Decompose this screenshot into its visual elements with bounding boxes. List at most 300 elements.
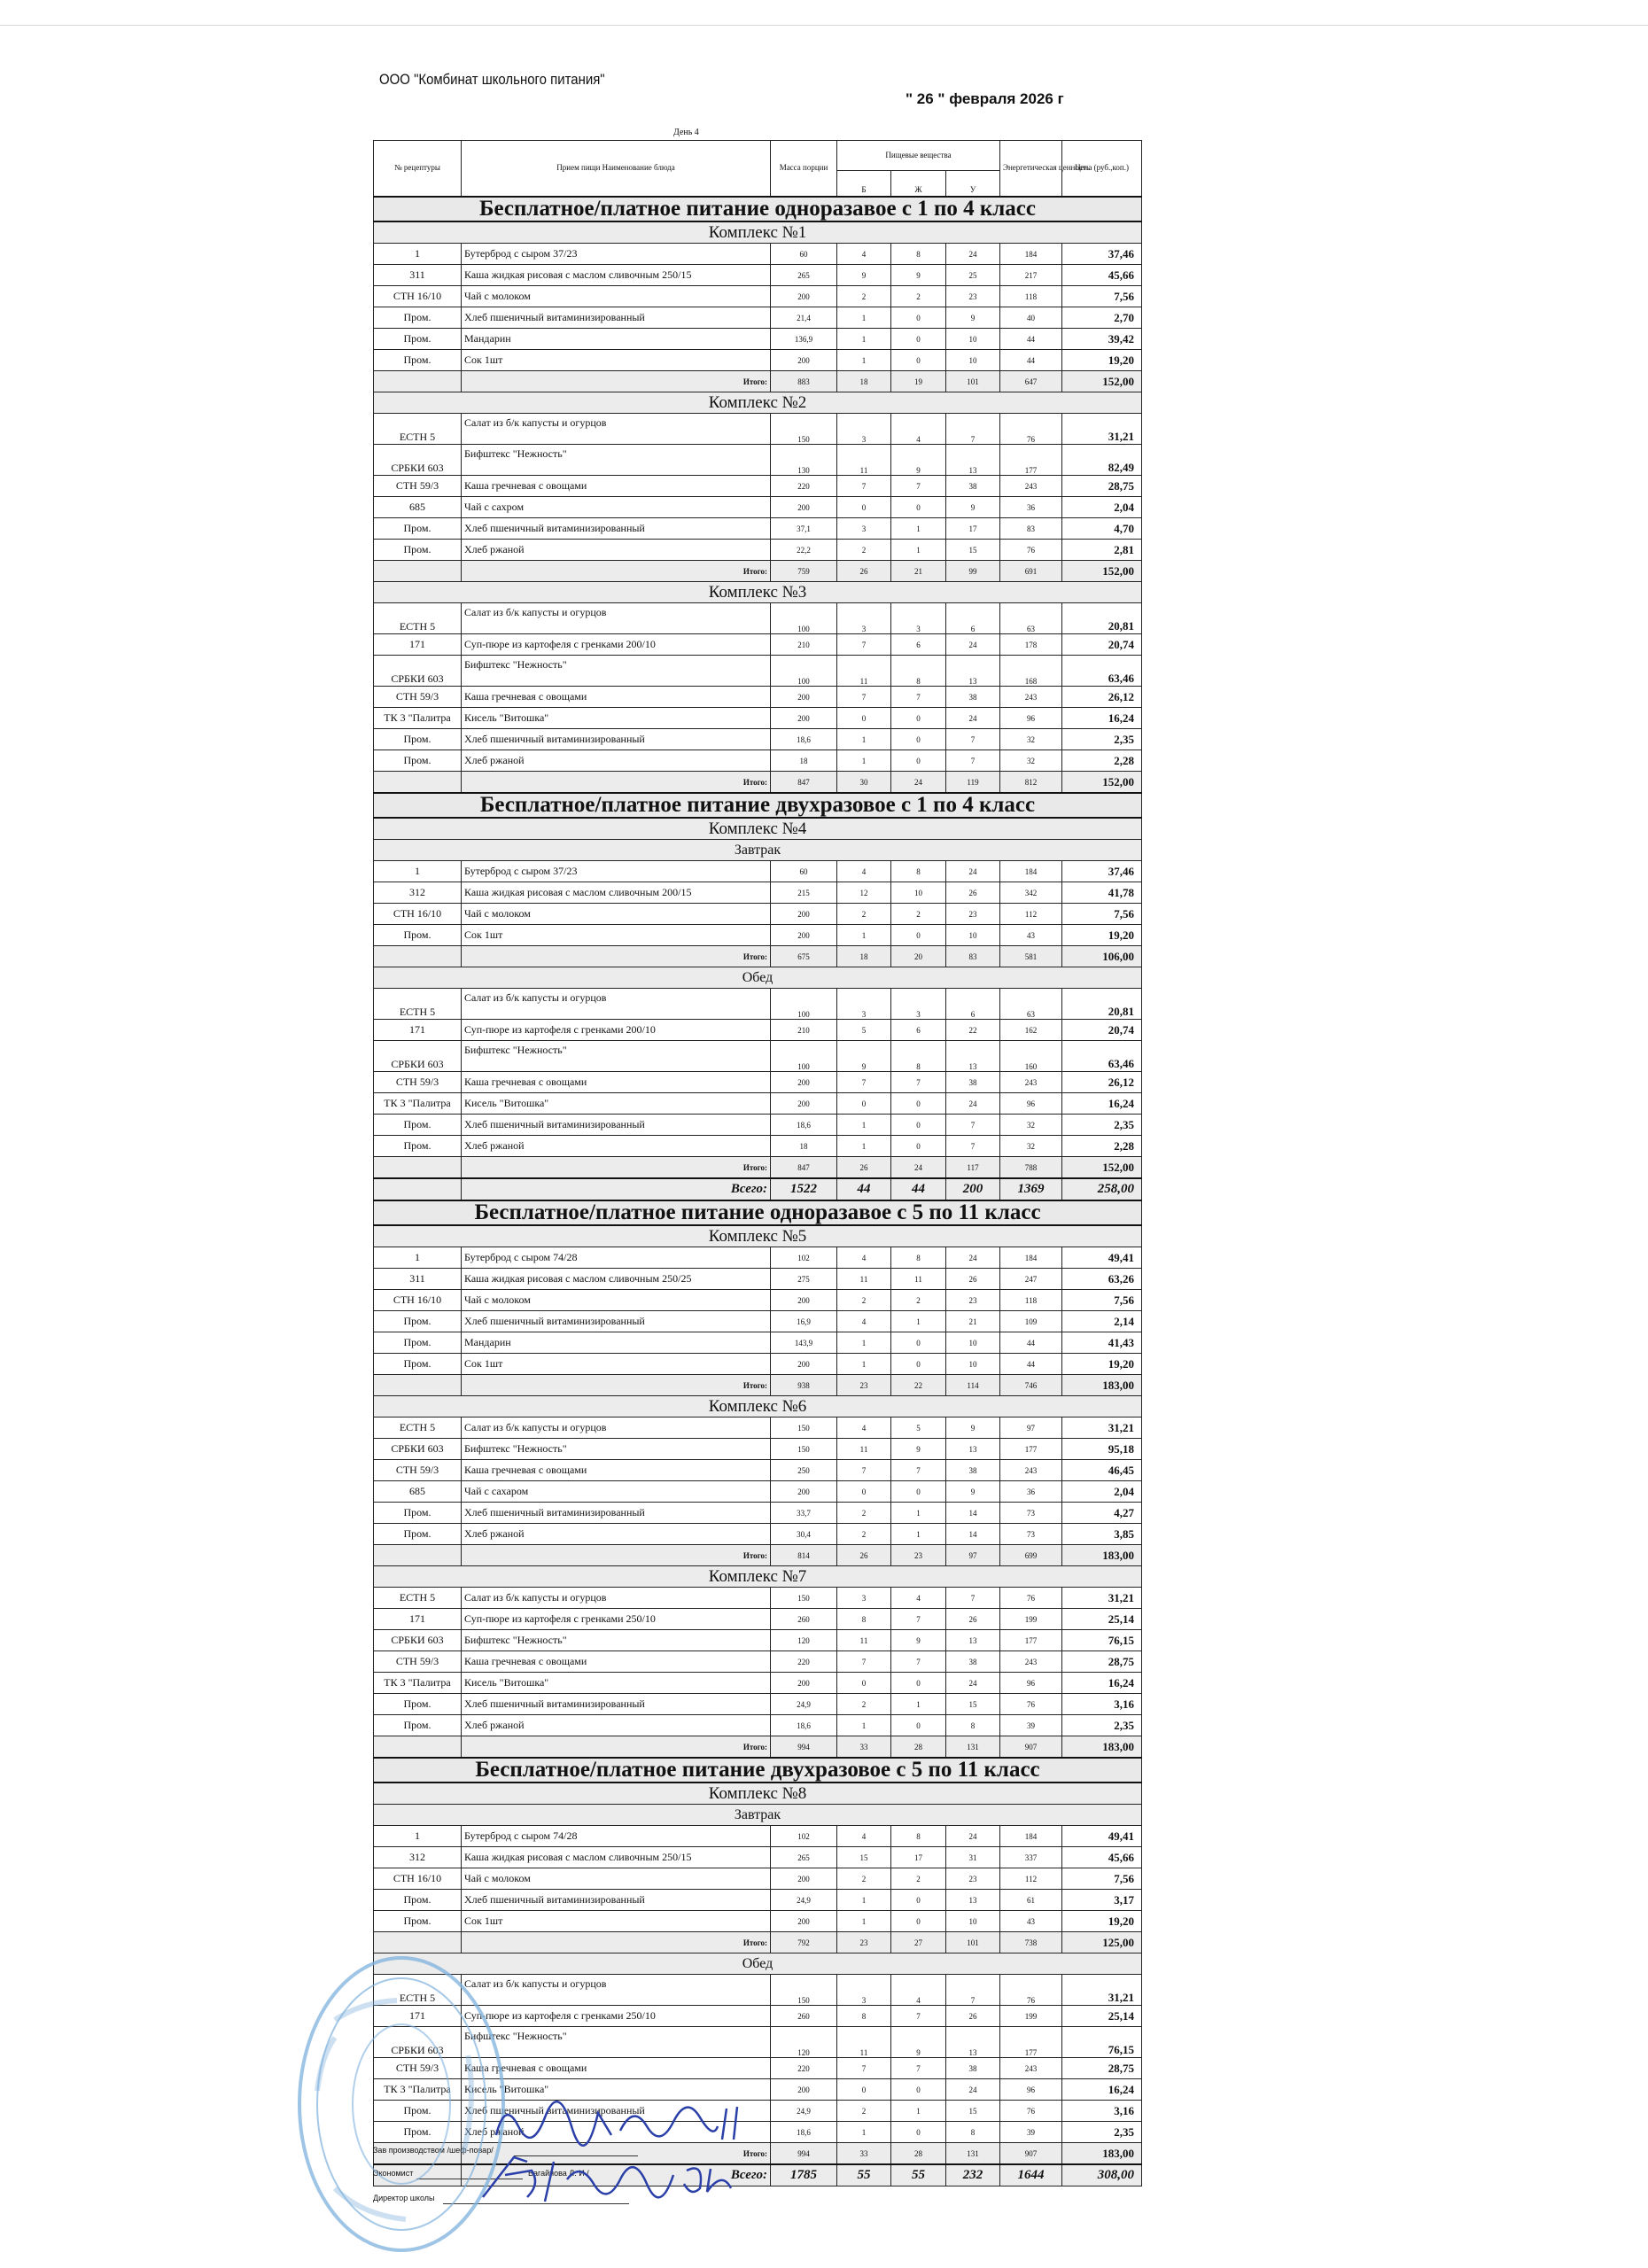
grand-total-row-zh: 44: [891, 1178, 946, 1200]
dish-name: Хлеб ржаной: [462, 1136, 771, 1157]
protein: 2: [837, 1503, 891, 1524]
menu-item-row: [374, 1093, 1142, 1115]
mass: 22,2: [771, 540, 837, 561]
protein: 1: [837, 329, 891, 350]
menu-item-row: [374, 1630, 1142, 1651]
protein: 2: [837, 1694, 891, 1715]
fat: 1: [891, 1524, 946, 1545]
dish-name: Бифштекс "Нежность": [462, 2027, 771, 2058]
recipe-code: 171: [374, 1020, 462, 1041]
dish-name: Бифштекс "Нежность": [462, 656, 771, 687]
protein: 8: [837, 2006, 891, 2027]
menu-item-row: [374, 244, 1142, 265]
recipe-code: ЕСТН 5: [374, 1418, 462, 1439]
menu-item-row: [374, 350, 1142, 371]
grand-total-row-mass: 1522: [771, 1178, 837, 1200]
energy: 243: [1000, 2058, 1062, 2079]
fat: 6: [891, 634, 946, 656]
subtotal-row-zh: 24: [891, 1157, 946, 1179]
grand-total-row-energy: 1369: [1000, 1178, 1062, 1200]
fat: 1: [891, 540, 946, 561]
fat: 17: [891, 1847, 946, 1868]
price: 25,14: [1062, 1609, 1142, 1630]
subtotal-row-price: 183,00: [1062, 1545, 1142, 1566]
energy: 32: [1000, 1115, 1062, 1136]
dish-name: Хлеб пшеничный витаминизированный: [462, 307, 771, 329]
carbs: 26: [946, 882, 1000, 904]
menu-item-row: [374, 1247, 1142, 1269]
protein: 7: [837, 1460, 891, 1481]
carbs: 24: [946, 1673, 1000, 1694]
carbs: 24: [946, 1826, 1000, 1847]
carbs: 24: [946, 634, 1000, 656]
mass: 210: [771, 1020, 837, 1041]
carbs: 7: [946, 1588, 1000, 1609]
recipe-code: ЕСТН 5: [374, 1975, 462, 2006]
recipe-code: 312: [374, 1847, 462, 1868]
mass: 275: [771, 1269, 837, 1290]
dish-name: Хлеб пшеничный витаминизированный: [462, 2101, 771, 2122]
fat: 0: [891, 1715, 946, 1736]
protein: 0: [837, 2079, 891, 2101]
mass: 100: [771, 1041, 837, 1072]
price: 46,45: [1062, 1460, 1142, 1481]
menu-item-row: [374, 497, 1142, 518]
menu-date: " 26 " февраля 2026 г: [906, 90, 1064, 107]
menu-item-row: [374, 750, 1142, 772]
meal-title-text: Обед: [374, 1953, 1142, 1975]
subtotal-row-blank: [374, 946, 462, 967]
price: 7,56: [1062, 1868, 1142, 1890]
mass: 200: [771, 1868, 837, 1890]
recipe-code: Пром.: [374, 1890, 462, 1911]
recipe-code: СТН 59/3: [374, 1072, 462, 1093]
recipe-code: ЕСТН 5: [374, 989, 462, 1020]
menu-item-row: [374, 1136, 1142, 1157]
subtotal-row-label: Итого:: [462, 1375, 771, 1396]
mass: 18,6: [771, 729, 837, 750]
fat: 2: [891, 1290, 946, 1311]
dish-name: Хлеб пшеничный витаминизированный: [462, 518, 771, 540]
subtotal-row-u: 119: [946, 772, 1000, 794]
subtotal-row-price: 125,00: [1062, 1932, 1142, 1953]
price: 16,24: [1062, 1673, 1142, 1694]
protein: 11: [837, 445, 891, 476]
mass: 150: [771, 1588, 837, 1609]
energy: 63: [1000, 603, 1062, 634]
recipe-code: ТК 3 "Палитра: [374, 2079, 462, 2101]
recipe-code: ЕСТН 5: [374, 603, 462, 634]
dish-name: Сок 1шт: [462, 350, 771, 371]
price: 26,12: [1062, 687, 1142, 708]
subtotal-row-u: 101: [946, 1932, 1000, 1953]
energy: 184: [1000, 1247, 1062, 1269]
recipe-code: Пром.: [374, 729, 462, 750]
recipe-code: 311: [374, 1269, 462, 1290]
energy: 243: [1000, 1072, 1062, 1093]
subtotal-row-blank: [374, 772, 462, 794]
subtotal-row-u: 131: [946, 1736, 1000, 1759]
protein: 1: [837, 307, 891, 329]
protein: 5: [837, 1020, 891, 1041]
menu-item-row: [374, 882, 1142, 904]
energy: 243: [1000, 1460, 1062, 1481]
fat: 7: [891, 687, 946, 708]
subtotal-row-energy: 581: [1000, 946, 1062, 967]
energy: 247: [1000, 1269, 1062, 1290]
mass: 100: [771, 989, 837, 1020]
energy: 118: [1000, 1290, 1062, 1311]
dish-name: Каша гречневая с овощами: [462, 1651, 771, 1673]
price: 2,35: [1062, 1715, 1142, 1736]
mass: 260: [771, 2006, 837, 2027]
fat: 0: [891, 307, 946, 329]
carbs: 8: [946, 2122, 1000, 2143]
economist-name: Вагайнова Л. И /: [528, 2169, 589, 2178]
energy: 160: [1000, 1041, 1062, 1072]
school-stamp: [282, 1949, 503, 2259]
mass: 200: [771, 904, 837, 925]
recipe-code: Пром.: [374, 518, 462, 540]
menu-item-row: [374, 1673, 1142, 1694]
fat: 0: [891, 1354, 946, 1375]
fat: 2: [891, 1868, 946, 1890]
menu-item-row: [374, 1332, 1142, 1354]
carbs: 38: [946, 687, 1000, 708]
menu-item-row: [374, 1072, 1142, 1093]
menu-item-row: [374, 1651, 1142, 1673]
energy: 337: [1000, 1847, 1062, 1868]
subtotal-row-zh: 23: [891, 1545, 946, 1566]
dish-name: Каша гречневая с овощами: [462, 1460, 771, 1481]
price: 28,75: [1062, 2058, 1142, 2079]
energy: 217: [1000, 265, 1062, 286]
subtotal-row-u: 99: [946, 561, 1000, 582]
dish-name: Хлеб пшеничный витаминизированный: [462, 1890, 771, 1911]
mass: 200: [771, 925, 837, 946]
recipe-code: СТН 59/3: [374, 2058, 462, 2079]
price: 26,12: [1062, 1072, 1142, 1093]
menu-item-row: [374, 603, 1142, 634]
recipe-code: 1: [374, 861, 462, 882]
recipe-code: СРБКИ 603: [374, 1439, 462, 1460]
price: 41,78: [1062, 882, 1142, 904]
recipe-code: ТК 3 "Палитра: [374, 708, 462, 729]
protein: 1: [837, 729, 891, 750]
dish-name: Хлеб пшеничный витаминизированный: [462, 729, 771, 750]
energy: 73: [1000, 1524, 1062, 1545]
complex-title-text: Комплекс №2: [374, 392, 1142, 414]
recipe-code: СТН 59/3: [374, 1460, 462, 1481]
economist-signature-label: Экономист: [373, 2169, 414, 2178]
protein: 2: [837, 2101, 891, 2122]
menu-item-row: [374, 1311, 1142, 1332]
subtotal-row-u: 117: [946, 1157, 1000, 1179]
subtotal-row-label: Итого:: [462, 1932, 771, 1953]
complex-title: [374, 818, 1142, 840]
subtotal-row-label: Итого:: [462, 1157, 771, 1179]
subtotal-row-price: 106,00: [1062, 946, 1142, 967]
protein: 4: [837, 861, 891, 882]
grand-total-row-u: 232: [946, 2164, 1000, 2186]
carbs: 24: [946, 1247, 1000, 1269]
fat: 9: [891, 445, 946, 476]
price: 4,27: [1062, 1503, 1142, 1524]
mass: 21,4: [771, 307, 837, 329]
subtotal-row-energy: 812: [1000, 772, 1062, 794]
energy: 83: [1000, 518, 1062, 540]
protein: 12: [837, 882, 891, 904]
complex-title-text: Комплекс №7: [374, 1566, 1142, 1588]
price: 2,04: [1062, 1481, 1142, 1503]
dish-name: Суп-пюре из картофеля с гренками 250/10: [462, 1609, 771, 1630]
fat: 1: [891, 2101, 946, 2122]
mass: 30,4: [771, 1524, 837, 1545]
protein: 0: [837, 1481, 891, 1503]
menu-item-row: [374, 1868, 1142, 1890]
carbs: 9: [946, 497, 1000, 518]
dish-name: Суп-пюре из картофеля с гренками 200/10: [462, 634, 771, 656]
dish-name: Мандарин: [462, 1332, 771, 1354]
protein: 3: [837, 1588, 891, 1609]
recipe-code: Пром.: [374, 1115, 462, 1136]
menu-item-row: [374, 904, 1142, 925]
price: 31,21: [1062, 1975, 1142, 2006]
subtotal-row: [374, 371, 1142, 392]
energy: 76: [1000, 2101, 1062, 2122]
recipe-code: 171: [374, 2006, 462, 2027]
subtotal-row-blank: [374, 1736, 462, 1759]
protein: 11: [837, 1269, 891, 1290]
subtotal-row-blank: [374, 561, 462, 582]
meal-title-text: Обед: [374, 967, 1142, 989]
protein: 4: [837, 244, 891, 265]
fat: 0: [891, 2122, 946, 2143]
menu-item-row: [374, 265, 1142, 286]
complex-title-text: Комплекс №8: [374, 1783, 1142, 1805]
menu-item-row: [374, 540, 1142, 561]
carbs: 13: [946, 2027, 1000, 2058]
recipe-code: Пром.: [374, 750, 462, 772]
dish-name: Суп-пюре из картофеля с гренками 250/10: [462, 2006, 771, 2027]
carbs: 38: [946, 1072, 1000, 1093]
menu-item-row: [374, 329, 1142, 350]
dish-name: Хлеб ржаной: [462, 750, 771, 772]
mass: 24,9: [771, 1890, 837, 1911]
subtotal-row-u: 97: [946, 1545, 1000, 1566]
mass: 200: [771, 687, 837, 708]
menu-item-row: [374, 1694, 1142, 1715]
recipe-code: СТН 16/10: [374, 1290, 462, 1311]
recipe-code: Пром.: [374, 1332, 462, 1354]
mass: 18: [771, 1136, 837, 1157]
mass: 150: [771, 1975, 837, 2006]
col-zh: Ж: [891, 171, 946, 197]
menu-item-row: [374, 708, 1142, 729]
protein: 7: [837, 1651, 891, 1673]
dish-name: Чай с сахром: [462, 497, 771, 518]
energy: 243: [1000, 476, 1062, 497]
price: 20,81: [1062, 603, 1142, 634]
fat: 9: [891, 2027, 946, 2058]
fat: 8: [891, 1826, 946, 1847]
col-recipe: № рецептуры: [374, 141, 462, 198]
price: 31,21: [1062, 414, 1142, 445]
dish-name: Каша гречневая с овощами: [462, 687, 771, 708]
subtotal-row-energy: 738: [1000, 1932, 1062, 1953]
price: 7,56: [1062, 286, 1142, 307]
menu-item-row: [374, 1418, 1142, 1439]
fat: 0: [891, 729, 946, 750]
protein: 1: [837, 1354, 891, 1375]
subtotal-row: [374, 1736, 1142, 1759]
price: 63,46: [1062, 1041, 1142, 1072]
price: 2,14: [1062, 1311, 1142, 1332]
dish-name: Каша жидкая рисовая с маслом сливочным 250/15: [462, 1847, 771, 1868]
mass: 210: [771, 634, 837, 656]
handwritten-signatures: [478, 2100, 780, 2224]
fat: 9: [891, 1439, 946, 1460]
protein: 1: [837, 1911, 891, 1932]
subtotal-row-label: Итого:: [462, 371, 771, 392]
subtotal-row-label: Итого:: [462, 946, 771, 967]
energy: 243: [1000, 1651, 1062, 1673]
dish-name: Бутерброд с сыром 37/23: [462, 244, 771, 265]
fat: 0: [891, 1136, 946, 1157]
mass: 200: [771, 708, 837, 729]
recipe-code: 171: [374, 634, 462, 656]
recipe-code: Пром.: [374, 1354, 462, 1375]
recipe-code: Пром.: [374, 1715, 462, 1736]
energy: 177: [1000, 1630, 1062, 1651]
price: 19,20: [1062, 1354, 1142, 1375]
recipe-code: Пром.: [374, 1503, 462, 1524]
subtotal-row-blank: [374, 371, 462, 392]
protein: 7: [837, 687, 891, 708]
carbs: 24: [946, 708, 1000, 729]
price: 4,70: [1062, 518, 1142, 540]
dish-name: Чай с молоком: [462, 286, 771, 307]
menu-day: День 4: [673, 128, 699, 137]
col-nutrients: Пищевые вещества: [837, 141, 1000, 171]
section-title: [374, 793, 1142, 818]
mass: 102: [771, 1247, 837, 1269]
price: 28,75: [1062, 1651, 1142, 1673]
subtotal-row-mass: 814: [771, 1545, 837, 1566]
protein: 3: [837, 518, 891, 540]
energy: 36: [1000, 497, 1062, 518]
subtotal-row-price: 152,00: [1062, 561, 1142, 582]
subtotal-row-b: 18: [837, 371, 891, 392]
energy: 96: [1000, 1093, 1062, 1115]
grand-total-row-label: Всего:: [462, 2164, 771, 2186]
recipe-code: 1: [374, 1826, 462, 1847]
fat: 4: [891, 414, 946, 445]
mass: 200: [771, 1481, 837, 1503]
meal-title: [374, 967, 1142, 989]
mass: 150: [771, 1418, 837, 1439]
mass: 33,7: [771, 1503, 837, 1524]
carbs: 31: [946, 1847, 1000, 1868]
carbs: 38: [946, 1651, 1000, 1673]
dish-name: Салат из б/к капусты и огурцов: [462, 989, 771, 1020]
fat: 1: [891, 1503, 946, 1524]
dish-name: Хлеб пшеничный витаминизированный: [462, 1115, 771, 1136]
mass: 24,9: [771, 1694, 837, 1715]
price: 3,16: [1062, 2101, 1142, 2122]
menu-item-row: [374, 286, 1142, 307]
fat: 5: [891, 1418, 946, 1439]
price: 76,15: [1062, 2027, 1142, 2058]
subtotal-row-price: 152,00: [1062, 371, 1142, 392]
recipe-code: СРБКИ 603: [374, 2027, 462, 2058]
menu-item-row: [374, 445, 1142, 476]
mass: 136,9: [771, 329, 837, 350]
section-title: [374, 1758, 1142, 1783]
energy: 97: [1000, 1418, 1062, 1439]
section-title-text: Бесплатное/платное питание одноразавое с 5 по 11 класс: [374, 1200, 1142, 1225]
mass: 100: [771, 603, 837, 634]
price: 2,28: [1062, 1136, 1142, 1157]
carbs: 13: [946, 445, 1000, 476]
energy: 109: [1000, 1311, 1062, 1332]
carbs: 23: [946, 1290, 1000, 1311]
energy: 44: [1000, 329, 1062, 350]
menu-item-row: [374, 989, 1142, 1020]
menu-item-row: [374, 861, 1142, 882]
dish-name: Хлеб ржаной: [462, 540, 771, 561]
subtotal-row-b: 23: [837, 1932, 891, 1953]
mass: 150: [771, 1439, 837, 1460]
price: 31,21: [1062, 1588, 1142, 1609]
subtotal-row-mass: 792: [771, 1932, 837, 1953]
protein: 1: [837, 750, 891, 772]
grand-total-row-price: 308,00: [1062, 2164, 1142, 2186]
dish-name: Каша гречневая с овощами: [462, 1072, 771, 1093]
price: 2,28: [1062, 750, 1142, 772]
section-title: [374, 1200, 1142, 1225]
protein: 1: [837, 1890, 891, 1911]
energy: 184: [1000, 861, 1062, 882]
subtotal-row-mass: 883: [771, 371, 837, 392]
fat: 8: [891, 244, 946, 265]
subtotal-row: [374, 561, 1142, 582]
scan-edge-line: [0, 25, 1648, 26]
carbs: 13: [946, 1041, 1000, 1072]
recipe-code: СТН 16/10: [374, 904, 462, 925]
dish-name: Каша жидкая рисовая с маслом сливочным 250/15: [462, 265, 771, 286]
complex-title-text: Комплекс №3: [374, 582, 1142, 603]
mass: 120: [771, 1630, 837, 1651]
carbs: 38: [946, 1460, 1000, 1481]
recipe-code: ЕСТН 5: [374, 414, 462, 445]
recipe-code: СРБКИ 603: [374, 656, 462, 687]
protein: 11: [837, 2027, 891, 2058]
mass: 130: [771, 445, 837, 476]
complex-title: [374, 582, 1142, 603]
mass: 150: [771, 414, 837, 445]
complex-title-text: Комплекс №6: [374, 1396, 1142, 1418]
carbs: 24: [946, 861, 1000, 882]
menu-item-row: [374, 1609, 1142, 1630]
fat: 10: [891, 882, 946, 904]
carbs: 13: [946, 1439, 1000, 1460]
fat: 1: [891, 1694, 946, 1715]
fat: 0: [891, 925, 946, 946]
energy: 32: [1000, 729, 1062, 750]
recipe-code: Пром.: [374, 1524, 462, 1545]
mass: 60: [771, 861, 837, 882]
